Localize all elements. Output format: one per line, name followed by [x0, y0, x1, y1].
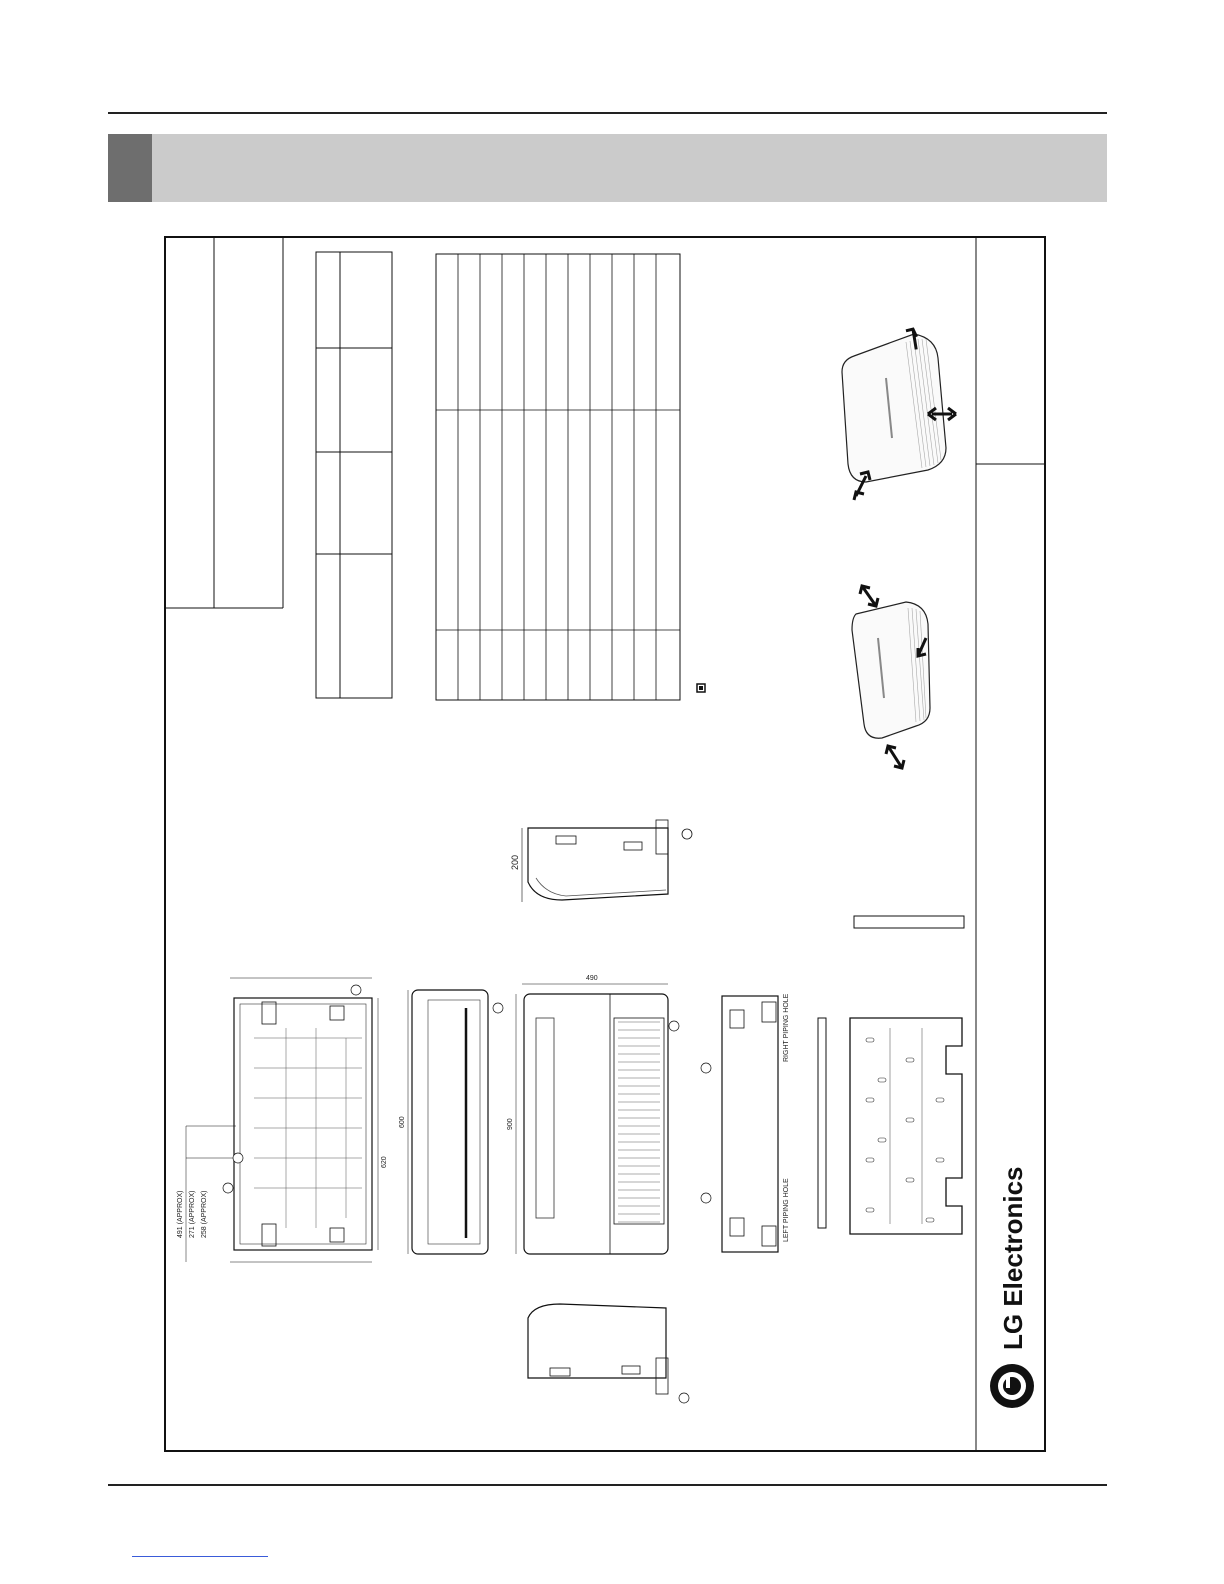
dim-600: 600 — [399, 1116, 406, 1128]
notes-box — [166, 238, 283, 608]
footer-link-underline[interactable] — [132, 1556, 268, 1557]
parts-table — [436, 254, 680, 700]
front-elevation — [507, 975, 679, 1254]
panel-side-view — [399, 990, 503, 1254]
dim-620: 620 — [381, 1156, 388, 1168]
section-banner-tab — [108, 134, 152, 202]
installation-plate — [850, 1018, 962, 1234]
mounting-plate-edge — [818, 1018, 826, 1228]
footer-rule — [108, 1484, 1107, 1486]
unit-sketch-front — [842, 327, 956, 500]
right-piping-note: RIGHT PIPING HOLE — [783, 993, 790, 1062]
brand-logo-text: LG Electronics — [998, 1166, 1028, 1350]
approx-271: 271 (APPROX) — [189, 1190, 196, 1238]
width-dimension: 900 — [507, 1118, 514, 1130]
parts-table-border — [436, 254, 680, 700]
bottom-view — [701, 993, 790, 1252]
table-note-marker-fill — [699, 686, 703, 690]
depth-dimension: 490 — [586, 975, 598, 982]
header-rule — [108, 112, 1107, 114]
section-banner — [108, 134, 1107, 202]
lg-logo — [990, 1167, 1034, 1409]
unit-sketch-rear — [852, 586, 930, 768]
approx-258: 258 (APPROX) — [201, 1190, 208, 1238]
approx-491: 491 (APPROX) — [177, 1190, 184, 1238]
spec-table-small — [316, 252, 392, 698]
label-plate — [854, 916, 964, 928]
side-view-bottom — [528, 1304, 689, 1403]
drawing-sheet — [164, 236, 1046, 1452]
height-dimension: 200 — [510, 854, 520, 870]
side-view-top — [510, 820, 692, 902]
drawing-canvas — [166, 238, 1044, 1450]
left-piping-note: LEFT PIPING HOLE — [783, 1178, 790, 1242]
plan-view — [177, 978, 388, 1262]
